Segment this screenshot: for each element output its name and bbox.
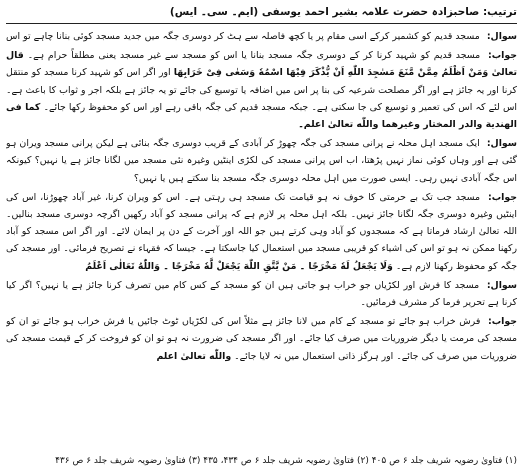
- answer-text-continued: اور اگر اس کو شہید کرنا مسجد کو منتقل کرنا اور یہ جائز ہے اور اگر مصلحت شرعیہ کی بنا پر اس میں اضافہ یا توسیع کی جائے تو یہ جائز ہے بلکہ اجر و ثواب کا باعث ہے۔ اس لئے کہ اس کی تعمیر و توسیع کی جا سکتی ہے۔ جبکہ مسجد قدیم کی جگہ باقی رہے اور اس کو محفوظ رکھا جائے۔: [6, 67, 517, 113]
- answer-label: جواب:: [487, 191, 517, 203]
- answer-text: مسجد جب تک بے حرمتی کا خوف نہ ہو قیامت تک مسجد ہی رہتی ہے۔ اس کو ویران کرنا، غیر آباد چھوڑنا، اس کی اینٹیں وغیرہ دوسری جگہ لگانا جائز نہیں۔ بلکہ اہل محلہ پر لازم ہے کہ پرانی مسجد کو آباد رکھیں اگرچہ دوسری مسجد بنالیں۔ اللہ تعالیٰ ارشاد فرماتا ہے کہ مسجدوں کو آباد وہی کرتے ہیں جو اللہ اور آخرت کے دن پر ایمان لائے۔ اور اگر اس مسجد کو آباد رکھنا ممکن نہ ہو تو اس کی اشیاء کو قریبی مسجد میں استعمال کیا جاسکتا ہے۔ جیسا کہ فقہاء نے تصریح فرمائی۔ اور مسجد کی جگہ کو محفوظ رکھنا لازم ہے۔: [6, 191, 517, 272]
- answer-text: فرش خراب ہو جائے تو مسجد کے کام میں لانا جائز ہے مثلاً اس کی لکڑیاں ٹوٹ جائیں یا فرش خراب ہو جائے تو ان کو مسجد کی مرمت یا دیگر ضروریات میں صرف کیا جائے۔ اور اگر مسجد کی ضرورت نہ ہو تو ان کو فروخت کر کے قیمت مسجد کی ضروریات میں صرف کی جائے۔ اور ہرگز ذاتی استعمال میں نہ لایا جائے۔: [6, 316, 517, 362]
- reference-text: واللّٰه تعالیٰ اعلم: [156, 350, 232, 362]
- question-3: [6, 277, 517, 311]
- compiler-header: ترتیب: صاحبزادہ حضرت علامہ بشیر احمد یوسفی (ایم۔ سی۔ ایس): [169, 6, 517, 18]
- answer-label: جواب:: [487, 316, 517, 328]
- header-divider: [6, 23, 517, 24]
- quran-verse: وَلَا یَجْعَلُ لَهٗ مَخْرَجًا ۔ مَنْ یَّتَّقِ اللّٰهَ یَجْعَلْ لَّهٗ مَخْرَجًا ۔ وَاللّٰهُ تَعَالٰی اَعْلَمُ: [85, 260, 393, 272]
- answer-3: [6, 313, 517, 365]
- answer-2: [6, 189, 517, 275]
- quran-verse: قال تعالیٰ وَمَنْ اَظْلَمُ مِمَّنْ مَّنَعَ مَسٰجِدَ اللّٰهِ اَنْ یُّذْكَرَ فِیْهَا اسْمُهٗ وَسَعٰى فِیْ خَرَابِهَا: [6, 50, 517, 79]
- answer-1: [6, 47, 517, 133]
- question-label: سوال:: [486, 279, 517, 291]
- reference-text: کما فی الهندیة والدر المختار وغیرهما واللّٰه تعالیٰ اعلم۔: [6, 101, 517, 130]
- question-label: سوال:: [486, 138, 517, 150]
- question-1: [6, 28, 517, 45]
- answer-label: جواب:: [487, 50, 517, 62]
- question-2: [6, 135, 517, 187]
- answer-text: مسجد قدیم کو شہید کرنا کر کے دوسری جگہ مسجد بنانا یا اس کو مسجد سے غیر مسجد یعنی مطلقاً حرام ہے۔: [27, 50, 481, 62]
- question-text: ایک مسجد اہل محلہ نے پرانی مسجد کی جگہ چھوڑ کر آبادی کے قریب دوسری جگہ بنائی ہے لیکن پرانی مسجد ویران ہو گئی ہے اور وہاں کوئی نماز نہیں پڑھتا، اب اس پرانی مسجد کی لکڑی اینٹیں وغیرہ نئی مسجد میں لگانا جائز ہے یا نہیں؟ کیونکہ اس جگہ آبادی نہیں رہی۔ ایسی صورت میں اہل محلہ دوسری جگہ مسجد بنا سکتے ہیں یا نہیں؟: [6, 138, 517, 184]
- question-label: سوال:: [486, 31, 517, 42]
- question-text: مسجد کا فرش اور لکڑیاں جو خراب ہو جاتی ہیں ان کو مسجد کے کس کام میں تصرف کرنا جائز ہے یا نہیں؟ اگر کیا کرنا ہے تحریر فرما کر مشرف فرمائیں۔: [6, 279, 517, 309]
- question-text: مسجد قدیم کو کشمیر کرکے اسی مقام پر یا کچھ فاصلہ سے ہٹ کر دوسری جگہ میں جدید مسجد کوئی بنانا چاہے تو اس: [6, 31, 480, 42]
- footnote-references: (۱) فتاویٰ رضویہ شریف جلد ۶ ص ۴۰۵ (۲) فتاویٰ رضویہ شریف جلد ۶ ص ۴۳۴، ۴۳۵ (۳) فتاویٰ رضویہ شریف جلد ۶ ص ۴۳۶: [55, 456, 517, 466]
